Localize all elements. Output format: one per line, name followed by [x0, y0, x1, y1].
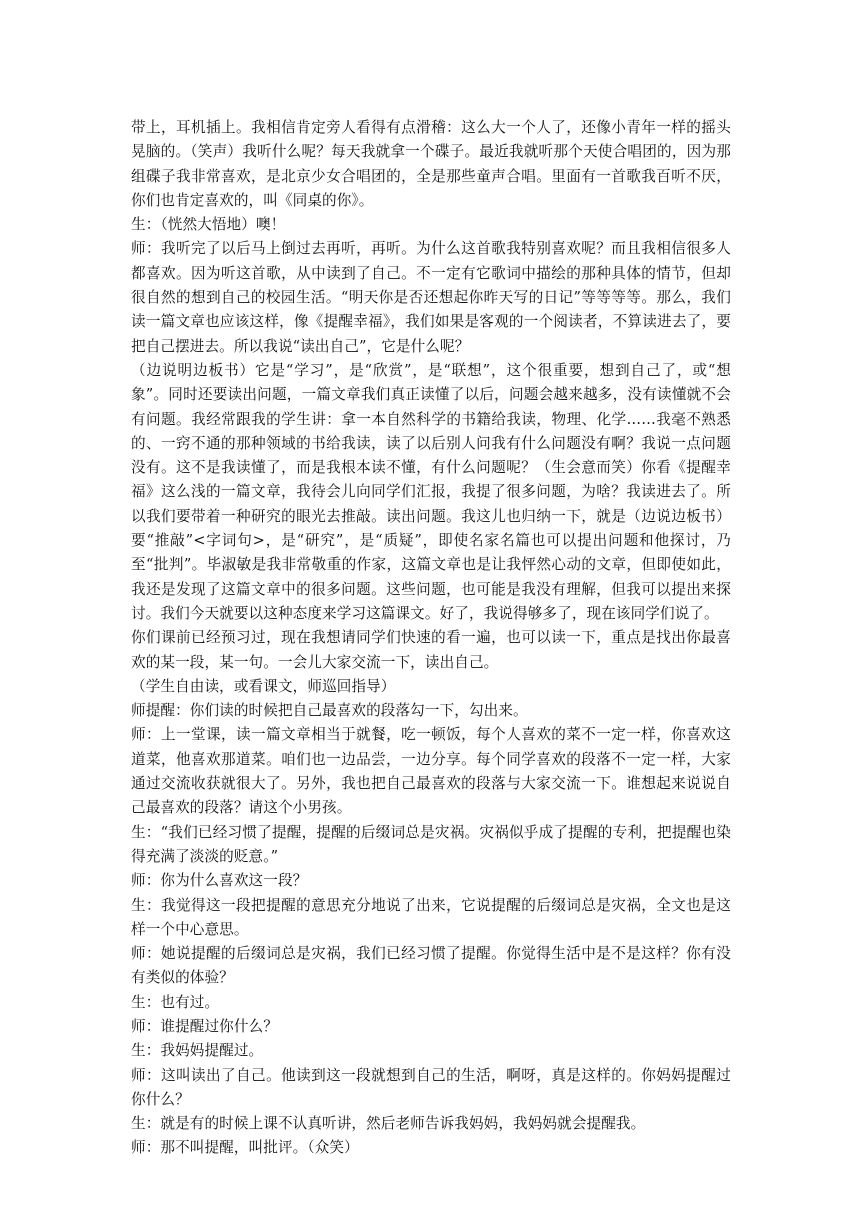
paragraph-teacher-who: 师：谁提醒过你什么？ — [131, 1017, 278, 1035]
paragraph-teacher-followup: 师：她说提醒的后缀词总是灾祸，我们已经习惯了提醒。你觉得生活中是不是这样？你有没有类似的体验？ — [131, 945, 731, 987]
paragraph-board-notes: （边说明边板书）它是“学习”，是“欣赏”，是“联想”，这个很重要，想到自己了，或“想象”。同时还要读出问题，一篇文章我们真正读懂了以后，问题会越来越多，没有读懂就不会有问题。我经常跟我的学生讲：拿一本自然科学的书籍给我读，物理、化学……我毫不熟悉的、一窍不通的那种领域的书给我读，读了以后别人问我有什么问题没有啊？我说一点问题没有。这不是我读懂了，而是我根本读不懂，有什么问题呢？（生会意而笑）你看《提醒幸福》这么浅的一篇文章，我待会儿向同学们汇报，我提了很多问题，为啥？我读进去了。所以我们要带着一种研究的眼光去推敲。读出问题。我这儿也归纳一下，就是（边说边板书）要“推敲”<字词句>，是“研究”，是“质疑”，即使名家名篇也可以提出问题和他探讨，乃至“批判”。毕淑敏是我非常敬重的作家，这篇文章也是让我怦然心动的文章，但即使如此，我还是发现了这篇文章中的很多问题。这些问题，也可能是我没有理解，但我可以提出来探讨。我们今天就要以这种态度来学习这篇课文。好了，我说得够多了，现在该同学们说了。 — [131, 361, 731, 622]
paragraph-teacher-reminder: 师提醒：你们读的时候把自己最喜欢的段落勾一下，勾出来。 — [131, 702, 528, 720]
paragraph-stage-direction: （学生自由读，或看课文，师巡回指导） — [131, 677, 396, 695]
paragraph-student-class: 生：就是有的时候上课不认真听讲，然后老师告诉我妈妈，我妈妈就会提醒我。 — [131, 1115, 646, 1133]
paragraph-teacher-joke: 师：那不叫提醒，叫批评。（众笑） — [131, 1139, 359, 1157]
paragraph-teacher-question: 师：你为什么喜欢这一段？ — [131, 872, 308, 890]
paragraph-preview-instruction: 你们课前已经预习过，现在我想请同学们快速的看一遍，也可以读一下，重点是找出你最喜欢的某一段，某一句。一会儿大家交流一下，读出自己。 — [131, 629, 731, 671]
paragraph-student-yes: 生：也有过。 — [131, 993, 220, 1011]
paragraph-teacher-song: 师：我听完了以后马上倒过去再听，再听。为什么这首歌我特别喜欢呢？而且我相信很多人都喜欢。因为听这首歌，从中读到了自己。不一定有它歌词中描绘的那种具体的情节，但却很自然的想到自己的校园生活。“明天你是否还想起你昨天写的日记”等等等等。那么，我们读一篇文章也应该这样，像《提醒幸福》，我们如果是客观的一个阅读者，不算读进去了，要把自己摆进去。所以我说“读出自己”，它是什么呢？ — [131, 240, 731, 355]
document-page — [131, 116, 731, 1161]
paragraph-teacher-dining: 师：上一堂课，读一篇文章相当于就餐，吃一顿饭，每个人喜欢的菜不一定一样，你喜欢这道菜，他喜欢那道菜。咱们也一边品尝，一边分享。每个同学喜欢的段落不一定一样，大家通过交流收获就很大了。另外，我也把自己最喜欢的段落与大家交流一下。谁想起来说说自己最喜欢的段落？请这个小男孩。 — [131, 726, 731, 817]
paragraph-student-mom: 生：我妈妈提醒过。 — [131, 1042, 264, 1060]
paragraph-teacher-reads-self: 师：这叫读出了自己。他读到这一段就想到自己的生活，啊呀，真是这样的。你妈妈提醒过你什么？ — [131, 1066, 731, 1108]
paragraph-intro: 带上，耳机插上。我相信肯定旁人看得有点滑稽：这么大一个人了，还像小青年一样的摇头晃脑的。（笑声）我听什么呢？每天我就拿一个碟子。最近我就听那个天使合唱团的，因为那组碟子我非常喜欢，是北京少女合唱团的，全是那些童声合唱。里面有一首歌我百听不厌，你们也肯定喜欢的，叫《同桌的你》。 — [131, 119, 731, 209]
paragraph-student-reply: 生：（恍然大悟地）噢！ — [131, 216, 286, 234]
paragraph-student-quote: 生：“我们已经习惯了提醒，提醒的后缀词总是灾祸。灾祸似乎成了提醒的专利，把提醒也染得充满了淡淡的贬意。” — [131, 823, 731, 865]
paragraph-student-explain: 生：我觉得这一段把提醒的意思充分地说了出来，它说提醒的后缀词总是灾祸，全文也是这样一个中心意思。 — [131, 896, 731, 938]
